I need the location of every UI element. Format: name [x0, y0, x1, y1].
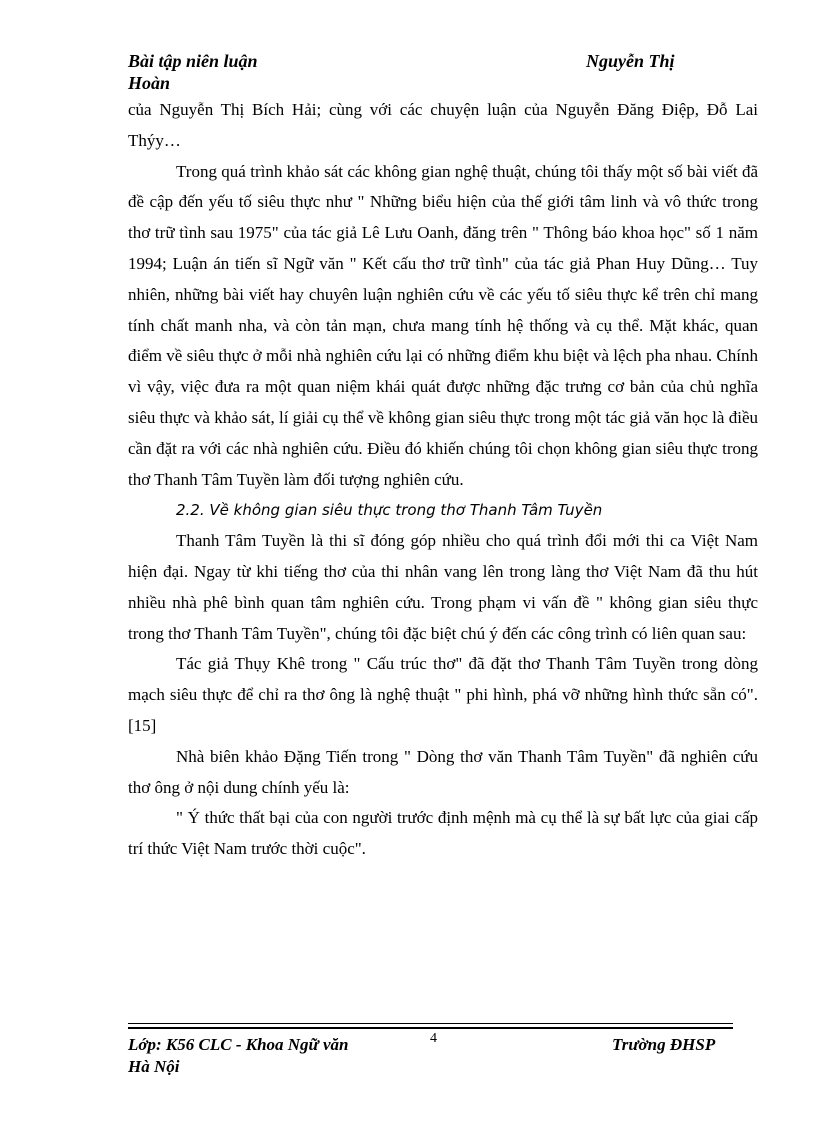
- page-number: 4: [430, 1031, 437, 1046]
- footer-rule-thin: [128, 1023, 733, 1024]
- paragraph: Thanh Tâm Tuyền là thi sĩ đóng góp nhiều cho quá trình đổi mới thi ca Việt Nam hiện đại. Ngay từ khi tiếng thơ của thi nhân vang lên trong làng thơ Việt Nam đã thu hút nhiều nhà phê bình quan tâm nghiên cứu. Trong phạm vi vấn đề " không gian siêu thực trong thơ Thanh Tâm Tuyền", chúng tôi đặc biệt chú ý đến các công trình có liên quan sau:: [128, 531, 758, 643]
- footer-rule-thick: [128, 1027, 733, 1029]
- paragraph: Trong quá trình khảo sát các không gian nghệ thuật, chúng tôi thấy một số bài viết đã đề cập đến yếu tố siêu thực như " Những biểu hiện của thế giới tâm linh và vô thức trong thơ trữ tình sau 1975" của tác giả Lê Lưu Oanh, đăng trên " Thông báo khoa học" số 1 năm 1994; Luận án tiến sĩ Ngữ văn " Kết cấu thơ trữ tình" của tác giả Phan Huy Dũng… Tuy nhiên, những bài viết hay chuyên luận nghiên cứu về các yếu tố siêu thực kể trên chỉ mang tính chất manh nha, và còn tản mạn, chưa mang tính hệ thống và cụ thể. Mặt khác, quan điểm về siêu thực ở mỗi nhà nghiên cứu lại có những điểm khu biệt và lệch pha nhau. Chính vì vậy, việc đưa ra một quan niệm khái quát được những đặc trưng cơ bản của chủ nghĩa siêu thực và khảo sát, lí giải cụ thể về không gian siêu thực trong một tác giả văn học là điều cần đặt ra với các nhà nghiên cứu. Điều đó khiến chúng tôi chọn không gian siêu thực trong thơ Thanh Tâm Tuyền làm đối tượng nghiên cứu.: [128, 161, 758, 489]
- header-author: Nguyễn Thị: [586, 51, 675, 71]
- footer-class: Lớp: K56 CLC - Khoa Ngữ văn: [128, 1035, 349, 1054]
- section-heading: 2.2. Về không gian siêu thực trong thơ Thanh Tâm Tuyền: [176, 501, 603, 520]
- body-text: [128, 95, 758, 865]
- paragraph: Nhà biên khảo Đặng Tiến trong " Dòng thơ văn Thanh Tâm Tuyền" đã nghiên cứu thơ ông ở nội dung chính yếu là:: [128, 746, 758, 797]
- paragraph: Tác giả Thụy Khê trong " Cấu trúc thơ" đã đặt thơ Thanh Tâm Tuyền trong dòng mạch siêu thực để chỉ ra thơ ông là nghệ thuật " phi hình, phá vỡ những hình thức sẵn có".[15]: [128, 654, 758, 735]
- header-title: Bài tập niên luận: [128, 51, 258, 71]
- footer-school: Trường ĐHSP: [612, 1035, 716, 1054]
- paragraph-continuation: của Nguyễn Thị Bích Hải; cùng với các chuyện luận của Nguyễn Đăng Điệp, Đỗ Lai Thýy…: [128, 100, 758, 150]
- header-author-continued: Hoàn: [128, 73, 171, 93]
- quotation: " Ý thức thất bại của con người trước định mệnh mà cụ thể là sự bất lực của giai cấp trí thức Việt Nam trước thời cuộc".: [128, 808, 758, 859]
- footer-class-continued: Hà Nội: [128, 1057, 180, 1076]
